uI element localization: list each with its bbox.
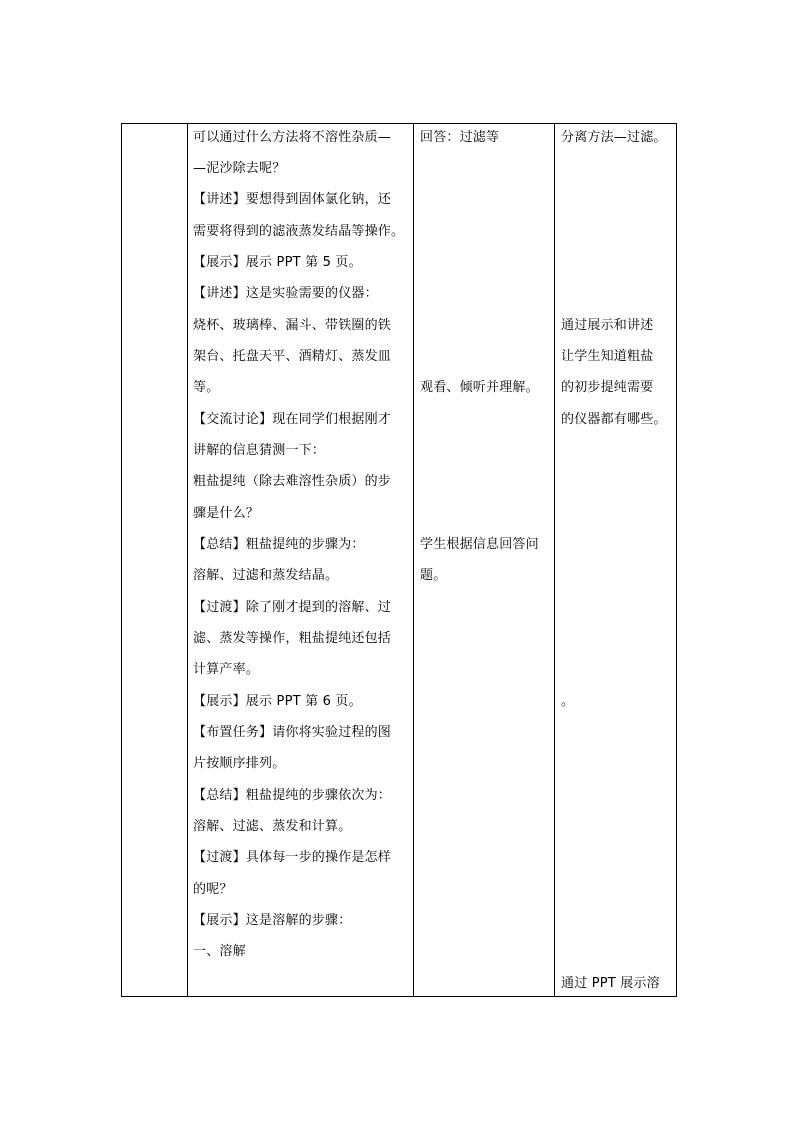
teacher-line: —泥沙除去呢？: [193, 161, 286, 176]
teacher-line: 溶解、过滤和蒸发结晶。: [193, 568, 339, 583]
design-intent-cell: [555, 124, 676, 996]
teacher-line: 可以通过什么方法将不溶性杂质—: [193, 130, 392, 145]
intent-line: 通过 PPT 展示溶: [561, 976, 660, 991]
teacher-line: 骤是什么？: [193, 506, 260, 521]
intent-line: 的初步提纯需要: [561, 380, 654, 395]
teacher-line: 一、溶解: [193, 944, 246, 959]
intent-line: 。: [561, 694, 575, 709]
teacher-line: 【布置任务】请你将实验过程的图: [193, 725, 392, 740]
teacher-line: 【讲述】要想得到固体氯化钠，还: [193, 192, 392, 207]
teacher-line: 【展示】展示 PPT 第 6 页。: [193, 694, 362, 709]
teacher-line: 【展示】这是溶解的步骤：: [193, 913, 352, 928]
teacher-line: 讲解的信息猜测一下：: [193, 443, 326, 458]
stage-cell: [122, 124, 187, 996]
teacher-line: 计算产率。: [193, 662, 260, 677]
teacher-line: 溶解、过滤、蒸发和计算。: [193, 819, 352, 834]
teacher-line: 【过渡】具体每一步的操作是怎样: [193, 850, 392, 865]
teacher-line: 的呢？: [193, 882, 233, 897]
teacher-line: 【总结】粗盐提纯的步骤依次为：: [193, 788, 392, 803]
teacher-line: 滤、蒸发等操作，粗盐提纯还包括: [193, 631, 392, 646]
teacher-line: 需要将得到的滤液蒸发结晶等操作。: [193, 224, 405, 239]
teacher-line: 等。: [193, 380, 220, 395]
teacher-line: 片按顺序排列。: [193, 756, 286, 771]
teacher-line: 烧杯、玻璃棒、漏斗、带铁圈的铁: [193, 318, 392, 333]
intent-line: 让学生知道粗盐: [561, 349, 654, 364]
student-line: 观看、倾听并理解。: [420, 380, 539, 395]
teacher-line: 【讲述】这是实验需要的仪器：: [193, 286, 378, 301]
intent-line: 的仪器都有哪些。: [561, 412, 667, 427]
teacher-line: 【过渡】除了刚才提到的溶解、过: [193, 600, 392, 615]
student-line: 学生根据信息回答问: [420, 537, 539, 552]
teacher-line: 架台、托盘天平、酒精灯、蒸发皿: [193, 349, 392, 364]
student-activity-cell: [414, 124, 554, 996]
student-line: 题。: [420, 568, 447, 583]
student-line: 回答：过滤等: [420, 130, 500, 145]
teacher-line: 【展示】展示 PPT 第 5 页。: [193, 255, 362, 270]
intent-line: 分离方法—过滤。: [561, 130, 667, 145]
intent-line: 通过展示和讲述: [561, 318, 654, 333]
lesson-table: [121, 123, 677, 997]
teacher-line: 【总结】粗盐提纯的步骤为：: [193, 537, 365, 552]
teacher-activity-cell: [188, 124, 413, 996]
teacher-line: 【交流讨论】现在同学们根据刚才: [193, 412, 392, 427]
teacher-line: 粗盐提纯（除去难溶性杂质）的步: [193, 474, 392, 489]
